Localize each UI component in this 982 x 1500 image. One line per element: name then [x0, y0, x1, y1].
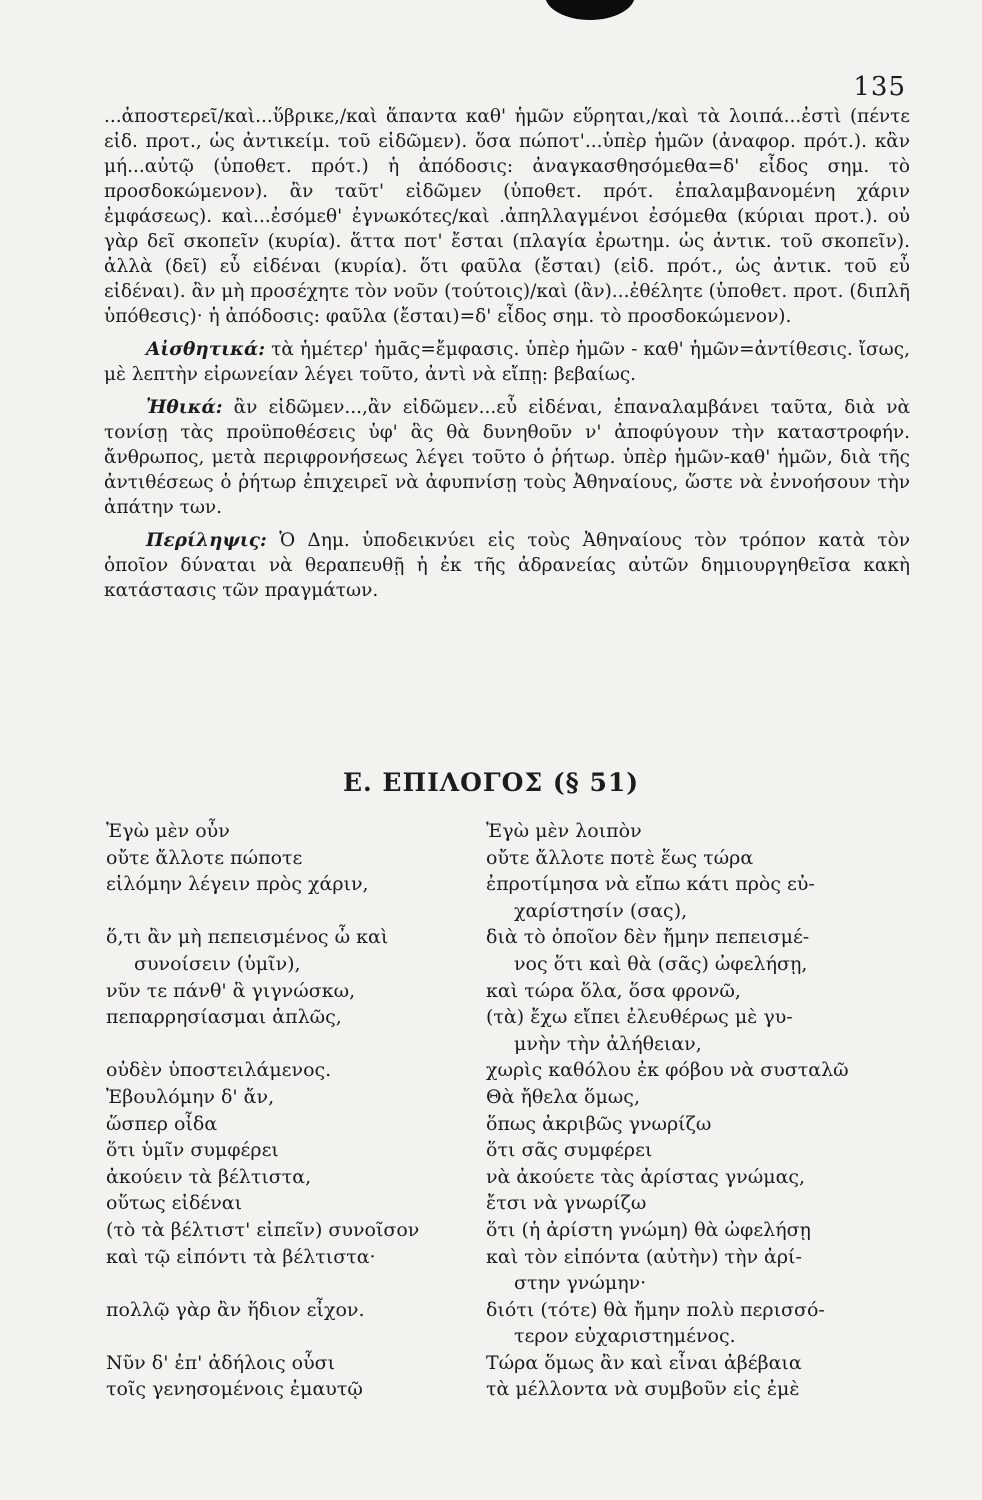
- translation-line: καὶ τώρα ὅλα, ὅσα φρονῶ,: [486, 979, 741, 1002]
- original-line: νῦν τε πάνθ' ἃ γιγνώσκω,: [106, 979, 356, 1002]
- original-line: ἀκούειν τὰ βέλτιστα,: [106, 1165, 312, 1188]
- translation-line: διότι (τότε) θὰ ἤμην πολὺ περισσό-: [486, 1298, 825, 1321]
- translation-line: ἔτσι νὰ γνωρίζω: [486, 1192, 647, 1215]
- original-line: οὐδὲν ὑποστειλάμενος.: [106, 1059, 332, 1082]
- original-line: συνοίσειν (ὑμῖν),: [134, 952, 301, 975]
- translation-line: μνὴν τὴν ἀλήθειαν,: [514, 1032, 702, 1055]
- paragraph-label: Αἰσθητικά:: [146, 339, 266, 360]
- original-line: Νῦν δ' ἐπ' ἀδήλοις οὖσι: [106, 1351, 336, 1374]
- commentary-block: [104, 104, 910, 603]
- ethics-paragraph: [104, 395, 910, 520]
- original-line: πολλῷ γὰρ ἂν ἥδιον εἶχον.: [106, 1298, 365, 1321]
- original-line: πεπαρρησίασμαι ἁπλῶς,: [106, 1006, 342, 1029]
- translation-line: νος ὅτι καὶ θὰ (σᾶς) ὠφελήσῃ,: [514, 952, 808, 975]
- paragraph-text: ἂν εἰδῶμεν...,ἂν εἰδῶμεν...εὖ εἰδέναι, ἐπαναλαμβάνει ταῦτα, διὰ νὰ τονίσῃ τὰς προϋποθέσεις ὑφ' ἃς θὰ δυνηθοῦν ν' ἀποφύγουν τὴν καταστροφήν. ἄνθρωπος, μετὰ περιφρονήσεως λέγει τοῦτο ὁ ῥήτωρ. ὑπὲρ ἡμῶν-καθ' ἡμῶν, διὰ τῆς ἀντιθέσεως ὁ ῥήτωρ ἐπιχειρεῖ νὰ ἀφυπνίσῃ τοὺς Ἀθηναίους, ὥστε νὰ ἐννοήσουν τὴν ἀπάτην των.: [104, 397, 910, 518]
- translation-line: χωρὶς καθόλου ἐκ φόβου νὰ συσταλῶ: [486, 1059, 849, 1082]
- aesthetics-paragraph: [104, 337, 910, 387]
- translation-line: Θὰ ἤθελα ὅμως,: [486, 1085, 640, 1108]
- original-line: Ἐβουλόμην δ' ἄν,: [106, 1085, 275, 1108]
- translation-line: ἐπροτίμησα νὰ εἴπω κάτι πρὸς εὐ-: [486, 873, 815, 896]
- original-text-column: [106, 818, 476, 1403]
- translation-line: ὅπως ἀκριβῶς γνωρίζω: [486, 1112, 712, 1135]
- syntax-paragraph: [104, 104, 910, 329]
- translation-line: διὰ τὸ ὁποῖον δὲν ἤμην πεπεισμέ-: [486, 926, 810, 949]
- original-line: οὕτως εἰδέναι: [106, 1192, 243, 1215]
- translation-column: [486, 818, 911, 1403]
- paragraph-label: Περίληψις:: [146, 530, 267, 551]
- original-line: οὔτε ἄλλοτε πώποτε: [106, 846, 303, 869]
- translation-line: Τώρα ὅμως ἂν καὶ εἶναι ἀβέβαια: [486, 1351, 802, 1374]
- paragraph-label: Ἠθικά:: [146, 397, 223, 418]
- translation-line: (τὰ) ἔχω εἴπει ἐλευθέρως μὲ γυ-: [486, 1006, 793, 1029]
- original-line: ὅτι ὑμῖν συμφέρει: [106, 1139, 279, 1162]
- paragraph-text: ...ἀποστερεῖ/καὶ...ὕβρικε,/καὶ ἅπαντα καθ' ἡμῶν εὕρηται,/καὶ τὰ λοιπά...ἐστὶ (πέντε εἰδ. προτ., ὡς ἀντικείμ. τοῦ εἰδῶμεν). ὅσα πώποτ'...ὑπὲρ ἡμῶν (ἀναφορ. πρότ.). κἂν μή...αὐτῷ (ὑποθετ. πρότ.) ἡ ἀπόδοσις: ἀναγκασθησόμεθα=δ' εἶδος σημ. τὸ προσδοκώμενον). ἂν ταῦτ' εἰδῶμεν (ὑποθετ. πρότ. ἐπαλαμβανομένη χάριν ἐμφάσεως). καὶ...ἐσόμεθ' ἐγνωκότες/καὶ .ἀπηλλαγμένοι ἐσόμεθα (κύριαι προτ.). οὐ γὰρ δεῖ σκοπεῖν (κυρία). ἅττα ποτ' ἔσται (πλαγία ἐρωτημ. ὡς ἀντικ. τοῦ σκοπεῖν). ἀλλὰ (δεῖ) εὖ εἰδέναι (κυρία). ὅτι φαῦλα (ἔσται) (εἰδ. πρότ., ὡς ἀντικ. τοῦ εὖ εἰδέναι). ἂν μὴ προσέχητε τὸν νοῦν (τούτοις)/καὶ (ἂν)...ἐθέλητε (ὑποθετ. προτ. (διπλῆ ὑπόθεσις)· ἡ ἀπόδοσις: φαῦλα (ἔσται)=δ' εἶδος σημ. τὸ προσδοκώμενον).: [104, 106, 910, 327]
- original-line: (τὸ τὰ βέλτιστ' εἰπεῖν) συνοῖσον: [106, 1218, 420, 1241]
- translation-line: νὰ ἀκούετε τὰς ἀρίστας γνώμας,: [486, 1165, 806, 1188]
- translation-line: τερον εὐχαριστημένος.: [514, 1325, 736, 1348]
- page-number: 135: [853, 72, 906, 102]
- translation-line: στην γνώμην·: [514, 1272, 647, 1295]
- original-line: Ἐγὼ μὲν οὖν: [106, 820, 230, 842]
- translation-line: οὔτε ἄλλοτε ποτὲ ἕως τώρα: [486, 846, 754, 869]
- translation-line: ὅτι (ἡ ἀρίστη γνώμη) θὰ ὠφελήσῃ: [486, 1218, 811, 1241]
- translation-line: ὅτι σᾶς συμφέρει: [486, 1139, 653, 1162]
- translation-line: τὰ μέλλοντα νὰ συμβοῦν εἰς ἐμὲ: [486, 1378, 800, 1401]
- ink-blot: [545, 0, 635, 20]
- original-line: τοῖς γενησομένοις ἐμαυτῷ: [106, 1378, 363, 1401]
- original-line: [106, 1323, 476, 1350]
- translation-line: καὶ τὸν εἰπόντα (αὐτὴν) τὴν ἀρί-: [486, 1245, 802, 1268]
- original-line: ὥσπερ οἶδα: [106, 1112, 218, 1135]
- original-line: ὅ,τι ἂν μὴ πεπεισμένος ὦ καὶ: [106, 926, 389, 949]
- paragraph-text: Ὁ Δημ. ὑποδεικνύει εἰς τοὺς Ἀθηναίους τὸν τρόπον κατὰ τὸν ὁποῖον δύναται νὰ θεραπευθῇ ἡ ἐκ τῆς ἀδρανείας αὐτῶν δημιουργηθεῖσα κακὴ κατάστασις τῶν πραγμάτων.: [104, 530, 910, 601]
- paragraph-text: τὰ ἡμέτερ' ἡμᾶς=ἔμφασις. ὑπὲρ ἡμῶν - καθ' ἡμῶν=ἀντίθεσις. ἴσως, μὲ λεπτὴν εἰρωνείαν λέγει τοῦτο, ἀντὶ νὰ εἴπῃ: βεβαίως.: [104, 339, 910, 385]
- original-line: καὶ τῷ εἰπόντι τὰ βέλτιστα·: [106, 1245, 376, 1268]
- original-line: εἱλόμην λέγειν πρὸς χάριν,: [106, 873, 369, 896]
- original-line: [106, 898, 476, 925]
- original-line: [106, 1031, 476, 1058]
- original-line: [106, 1270, 476, 1297]
- translation-line: χαρίστησίν (σας),: [514, 899, 688, 922]
- section-heading: Ε. ΕΠΙΛΟΓΟΣ (§ 51): [342, 768, 640, 797]
- summary-paragraph: [104, 528, 910, 603]
- translation-line: Ἐγὼ μὲν λοιπὸν: [486, 820, 642, 842]
